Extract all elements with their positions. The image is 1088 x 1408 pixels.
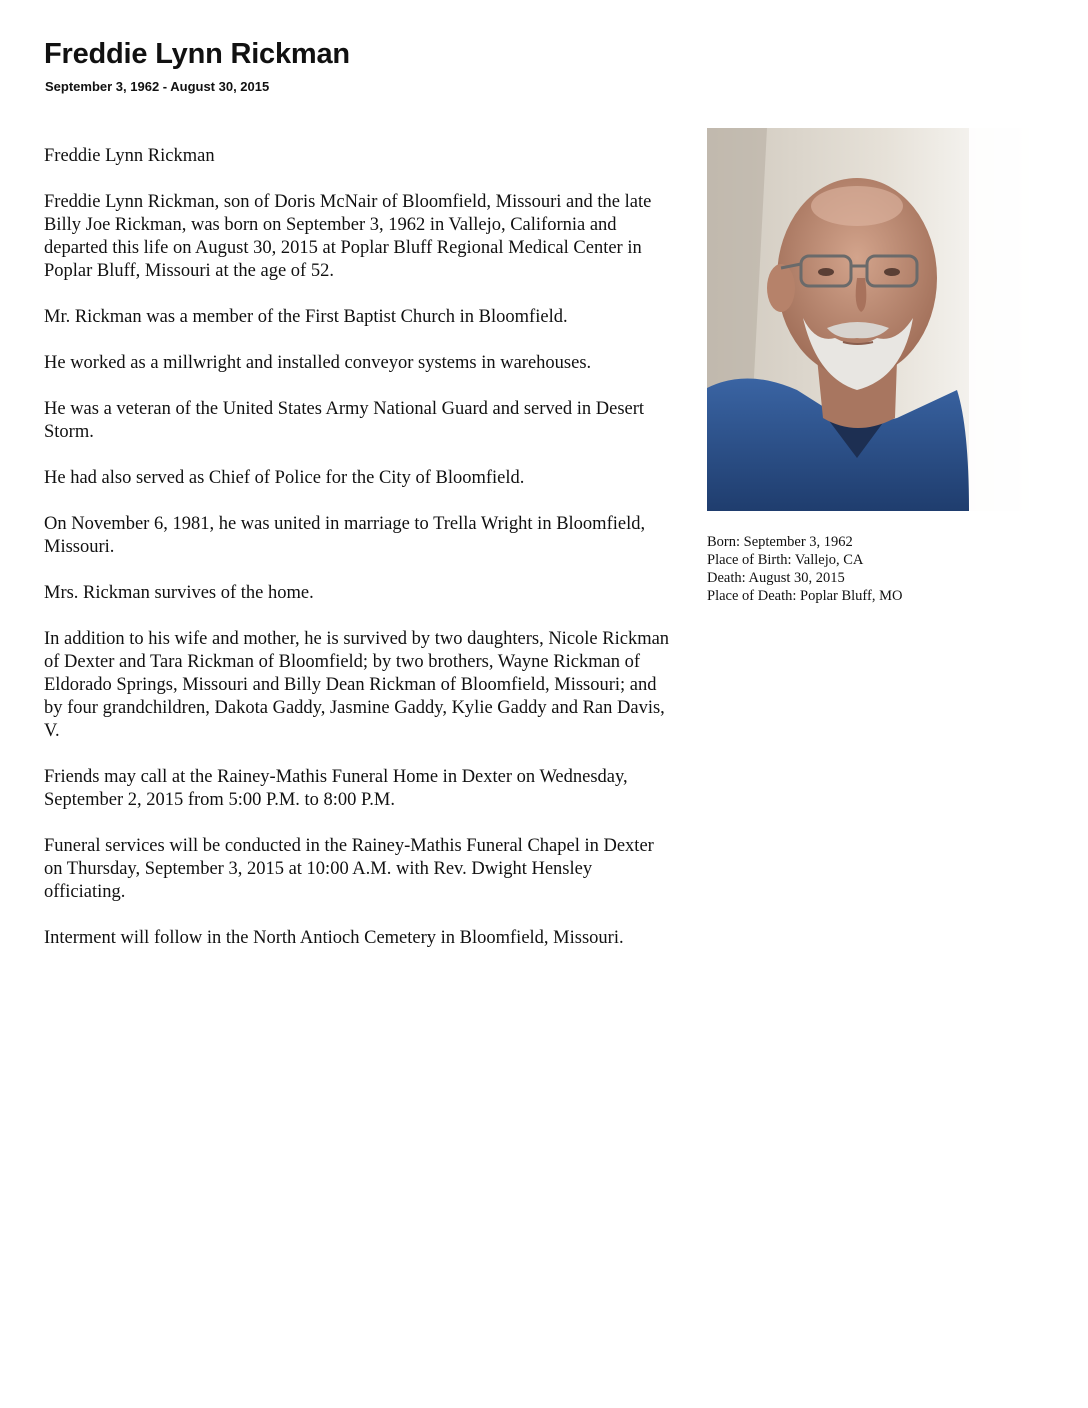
- obituary-paragraph: He worked as a millwright and installed conveyor systems in warehouses.: [44, 353, 592, 373]
- place-of-birth-fact: Place of Birth: Vallejo, CA: [707, 552, 864, 568]
- obituary-paragraph: Interment will follow in the North Antioch Cemetery in Bloomfield, Missouri.: [44, 928, 624, 948]
- obituary-paragraph: Funeral services will be conducted in the Rainey-Mathis Funeral Chapel in Dexter on Thursday, September 3, 2015 at 10:00 A.M. with Rev. Dwight Hensley officiating.: [44, 836, 654, 902]
- place-of-death-fact: Place of Death: Poplar Bluff, MO: [707, 588, 903, 604]
- obituary-paragraph: In addition to his wife and mother, he is survived by two daughters, Nicole Rickman of Dexter and Tara Rickman of Bloomfield; by two brothers, Wayne Rickman of Eldorado Springs, Missouri and Billy Dean Rickman of Bloomfield, Missouri; and by four grandchildren, Dakota Gaddy, Jasmine Gaddy, Kylie Gaddy and Ran Davis, V.: [44, 629, 670, 741]
- portrait-photo: [707, 128, 1031, 511]
- obituary-paragraph: Friends may call at the Rainey-Mathis Funeral Home in Dexter on Wednesday, September 2, 2015 from 5:00 P.M. to 8:00 P.M.: [44, 767, 628, 810]
- life-dates: September 3, 1962 - August 30, 2015: [45, 79, 270, 94]
- obituary-paragraph: Freddie Lynn Rickman, son of Doris McNair of Bloomfield, Missouri and the late Billy Joe Rickman, was born on September 3, 1962 in Vallejo, California and departed this life on August 30, 2015 at Poplar Bluff Regional Medical Center in Poplar Bluff, Missouri at the age of 52.: [44, 192, 652, 281]
- vital-facts: [707, 533, 902, 605]
- obituary-paragraph: Mr. Rickman was a member of the First Baptist Church in Bloomfield.: [44, 307, 568, 327]
- obituary-body: [44, 145, 674, 973]
- obituary-paragraph: He was a veteran of the United States Army National Guard and served in Desert Storm.: [44, 399, 645, 442]
- obituary-paragraph: Mrs. Rickman survives of the home.: [44, 583, 314, 603]
- obituary-paragraph: On November 6, 1981, he was united in marriage to Trella Wright in Bloomfield, Missouri.: [44, 514, 646, 557]
- obituary-name-title: Freddie Lynn Rickman: [44, 38, 350, 70]
- obituary-paragraph: Freddie Lynn Rickman: [44, 146, 215, 166]
- obituary-paragraph: He had also served as Chief of Police for the City of Bloomfield.: [44, 468, 525, 488]
- death-fact: Death: August 30, 2015: [707, 570, 845, 586]
- born-fact: Born: September 3, 1962: [707, 534, 853, 550]
